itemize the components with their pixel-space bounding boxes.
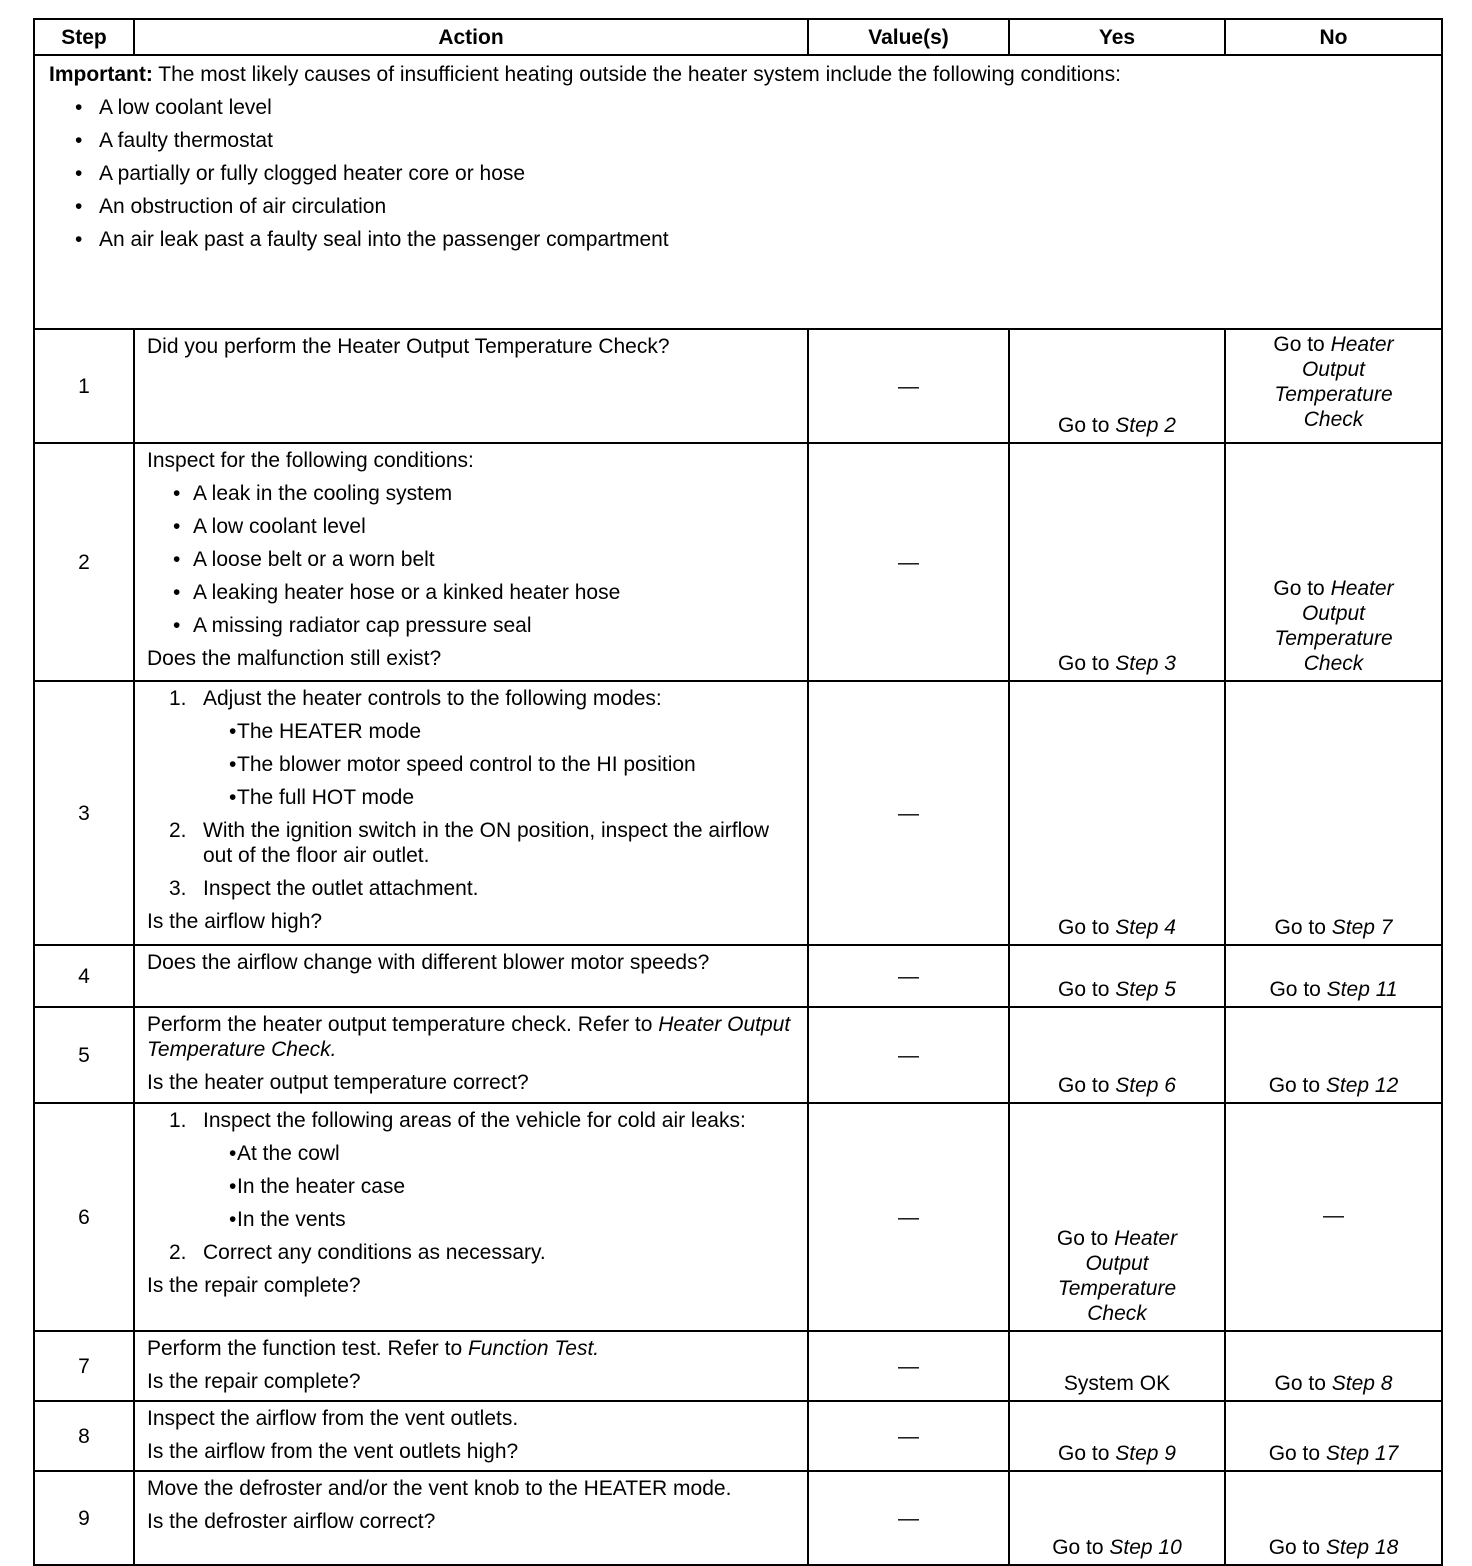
condition-list xyxy=(147,481,797,638)
step-number: 9 xyxy=(34,1471,134,1565)
list-item: • An air leak past a faulty seal into the passenger compartment xyxy=(49,227,1429,252)
no-ref-line: Temperature xyxy=(1274,627,1393,650)
important-text: The most likely causes of insufficient heating outside the heater system include the following conditions: xyxy=(152,63,1121,86)
goto-prefix: Go to xyxy=(1058,916,1116,939)
value-cell: — xyxy=(808,945,1009,1007)
yes-cell xyxy=(1009,1007,1225,1103)
step-number: 4 xyxy=(34,945,134,1007)
question-text: Does the airflow change with different blower motor speeds? xyxy=(147,951,710,974)
table-row xyxy=(34,681,1442,945)
no-cell xyxy=(1225,1401,1442,1471)
list-item: • A faulty thermostat xyxy=(49,128,1429,153)
question-text: Did you perform the Heater Output Temperature Check? xyxy=(147,335,670,358)
procedure-list xyxy=(147,1108,797,1265)
list-item: • In the heater case xyxy=(203,1174,797,1199)
step-index: 3. xyxy=(169,877,187,900)
instruction-text xyxy=(147,1012,797,1062)
table-row xyxy=(34,1471,1442,1565)
goto-prefix: Go to xyxy=(1056,1227,1115,1250)
no-ref-line: Heater xyxy=(1330,333,1394,356)
instruction-text: Inspect the airflow from the vent outlets. xyxy=(147,1407,519,1430)
important-label: Important: xyxy=(49,63,153,86)
no-cell xyxy=(1225,1471,1442,1565)
no-cell xyxy=(1225,1331,1442,1401)
table-row xyxy=(34,1331,1442,1401)
no-ref-line: Check xyxy=(1303,652,1364,675)
procedure-step xyxy=(147,1108,797,1232)
yes-ref: Step 6 xyxy=(1115,1074,1176,1097)
step-index: 2. xyxy=(169,819,187,842)
step-index: 2. xyxy=(169,1241,187,1264)
value-cell: — xyxy=(808,681,1009,945)
procedure-step xyxy=(147,1240,797,1265)
no-cell xyxy=(1225,1007,1442,1103)
no-cell xyxy=(1225,329,1442,443)
instruction-text: Move the defroster and/or the vent knob to the HEATER mode. xyxy=(147,1477,732,1500)
value-cell: — xyxy=(808,1471,1009,1565)
question-text: Is the airflow high? xyxy=(147,910,323,933)
header-yes: Yes xyxy=(1009,19,1225,55)
list-item: • An obstruction of air circulation xyxy=(49,194,1429,219)
procedure-text: Adjust the heater controls to the following modes: xyxy=(203,687,662,710)
question-text: Is the heater output temperature correct? xyxy=(147,1071,529,1094)
table-row xyxy=(34,443,1442,681)
value-cell: — xyxy=(808,443,1009,681)
yes-ref: Step 4 xyxy=(1115,916,1176,939)
action-cell xyxy=(134,681,808,945)
yes-ref: Step 10 xyxy=(1109,1536,1182,1559)
no-ref-line: Temperature xyxy=(1274,383,1393,406)
yes-ref-line: Temperature xyxy=(1057,1277,1177,1300)
yes-cell xyxy=(1009,443,1225,681)
question-text: Is the airflow from the vent outlets high? xyxy=(147,1440,519,1463)
important-note xyxy=(34,55,1442,329)
action-cell xyxy=(134,1103,808,1331)
list-item: • A low coolant level xyxy=(49,95,1429,120)
step-number: 8 xyxy=(34,1401,134,1471)
action-cell xyxy=(134,1471,808,1565)
no-ref-line: Output xyxy=(1301,358,1366,381)
no-cell xyxy=(1225,681,1442,945)
step-index: 1. xyxy=(169,687,187,710)
instruction-line: Perform the heater output temperature check. Refer to xyxy=(147,1013,659,1036)
yes-cell xyxy=(1009,1103,1225,1331)
action-cell xyxy=(134,1007,808,1103)
no-ref-line: Output xyxy=(1301,602,1366,625)
yes-ref: Step 9 xyxy=(1115,1442,1176,1465)
yes-ref: Step 5 xyxy=(1115,978,1176,1001)
action-cell xyxy=(134,945,808,1007)
step-number: 7 xyxy=(34,1331,134,1401)
no-ref: Step 12 xyxy=(1325,1074,1399,1097)
mode-list xyxy=(203,719,797,810)
step-number: 3 xyxy=(34,681,134,945)
list-item: • A low coolant level xyxy=(147,514,797,539)
table-row xyxy=(34,1401,1442,1471)
yes-ref-line: Check xyxy=(1087,1302,1147,1325)
procedure-step xyxy=(147,818,797,868)
goto-prefix: Go to xyxy=(1058,978,1116,1001)
no-ref: Step 7 xyxy=(1331,916,1393,939)
intro-text: Inspect for the following conditions: xyxy=(147,449,474,472)
important-list xyxy=(49,95,1429,252)
step-number: 1 xyxy=(34,329,134,443)
list-item: • At the cowl xyxy=(203,1141,797,1166)
goto-prefix: Go to xyxy=(1052,1536,1110,1559)
action-cell xyxy=(134,329,808,443)
value-cell: — xyxy=(808,1331,1009,1401)
procedure-list xyxy=(147,686,797,901)
procedure-text: Inspect the outlet attachment. xyxy=(203,877,479,900)
list-item: • The full HOT mode xyxy=(203,785,797,810)
goto-prefix: Go to xyxy=(1269,978,1327,1001)
reference-link[interactable]: Function Test. xyxy=(467,1337,600,1360)
diagnostic-table xyxy=(33,18,1443,1566)
value-cell: — xyxy=(808,329,1009,443)
no-ref: Step 17 xyxy=(1325,1442,1399,1465)
list-item: • A leak in the cooling system xyxy=(147,481,797,506)
goto-prefix: Go to xyxy=(1058,414,1116,437)
list-item: • A missing radiator cap pressure seal xyxy=(147,613,797,638)
important-row xyxy=(34,55,1442,329)
yes-cell: System OK xyxy=(1009,1331,1225,1401)
goto-prefix: Go to xyxy=(1268,1536,1326,1559)
list-item: • A loose belt or a worn belt xyxy=(147,547,797,572)
list-item: • The blower motor speed control to the HI position xyxy=(203,752,797,777)
header-action: Action xyxy=(134,19,808,55)
yes-ref-line: Output xyxy=(1085,1252,1149,1275)
reference-link[interactable]: Heater Output Temperature Check. xyxy=(147,1013,791,1061)
no-ref-line: Heater xyxy=(1330,577,1394,600)
step-number: 6 xyxy=(34,1103,134,1331)
procedure-step xyxy=(147,876,797,901)
value-cell: — xyxy=(808,1103,1009,1331)
step-number: 2 xyxy=(34,443,134,681)
list-item: • A partially or fully clogged heater core or hose xyxy=(49,161,1429,186)
list-item: • The HEATER mode xyxy=(203,719,797,744)
value-cell: — xyxy=(808,1401,1009,1471)
goto-prefix: Go to xyxy=(1274,1372,1332,1395)
important-text-line xyxy=(49,63,1121,86)
area-list xyxy=(203,1141,797,1232)
goto-prefix: Go to xyxy=(1058,652,1116,675)
question-text: Is the repair complete? xyxy=(147,1370,361,1393)
no-ref: Step 11 xyxy=(1326,978,1398,1001)
goto-prefix: Go to xyxy=(1274,916,1332,939)
yes-ref: Step 2 xyxy=(1115,414,1176,437)
action-cell xyxy=(134,443,808,681)
header-step: Step xyxy=(34,19,134,55)
procedure-step xyxy=(147,686,797,810)
procedure-text: Inspect the following areas of the vehicle for cold air leaks: xyxy=(203,1109,746,1132)
question-text: Is the repair complete? xyxy=(147,1274,361,1297)
yes-cell xyxy=(1009,681,1225,945)
procedure-text: Correct any conditions as necessary. xyxy=(203,1241,546,1264)
yes-cell xyxy=(1009,329,1225,443)
yes-ref-line: Heater xyxy=(1114,1227,1178,1250)
list-item: • In the vents xyxy=(203,1207,797,1232)
header-values: Value(s) xyxy=(808,19,1009,55)
yes-cell xyxy=(1009,1401,1225,1471)
no-ref: Step 8 xyxy=(1331,1372,1393,1395)
action-cell xyxy=(134,1401,808,1471)
goto-prefix: Go to xyxy=(1273,577,1331,600)
instruction-text xyxy=(147,1336,797,1361)
no-ref: Step 18 xyxy=(1325,1536,1399,1559)
header-no: No xyxy=(1225,19,1442,55)
yes-cell xyxy=(1009,945,1225,1007)
no-cell: — xyxy=(1225,1103,1442,1331)
no-cell xyxy=(1225,945,1442,1007)
table-row xyxy=(34,945,1442,1007)
step-index: 1. xyxy=(169,1109,187,1132)
goto-prefix: Go to xyxy=(1058,1442,1116,1465)
question-text: Does the malfunction still exist? xyxy=(147,647,442,670)
table-row xyxy=(34,1007,1442,1103)
procedure-text: With the ignition switch in the ON position, inspect the airflow out of the floor air outlet. xyxy=(203,819,770,867)
no-ref-line: Check xyxy=(1303,408,1364,431)
no-cell xyxy=(1225,443,1442,681)
goto-prefix: Go to xyxy=(1273,333,1331,356)
table-row xyxy=(34,1103,1442,1331)
yes-cell xyxy=(1009,1471,1225,1565)
goto-prefix: Go to xyxy=(1058,1074,1116,1097)
yes-ref: Step 3 xyxy=(1115,652,1176,675)
instruction-line: Perform the function test. Refer to xyxy=(147,1337,468,1360)
question-text: Is the defroster airflow correct? xyxy=(147,1510,436,1533)
action-cell xyxy=(134,1331,808,1401)
goto-prefix: Go to xyxy=(1268,1442,1326,1465)
header-row xyxy=(34,19,1442,55)
goto-prefix: Go to xyxy=(1268,1074,1326,1097)
table-row xyxy=(34,329,1442,443)
step-number: 5 xyxy=(34,1007,134,1103)
value-cell: — xyxy=(808,1007,1009,1103)
list-item: • A leaking heater hose or a kinked heater hose xyxy=(147,580,797,605)
